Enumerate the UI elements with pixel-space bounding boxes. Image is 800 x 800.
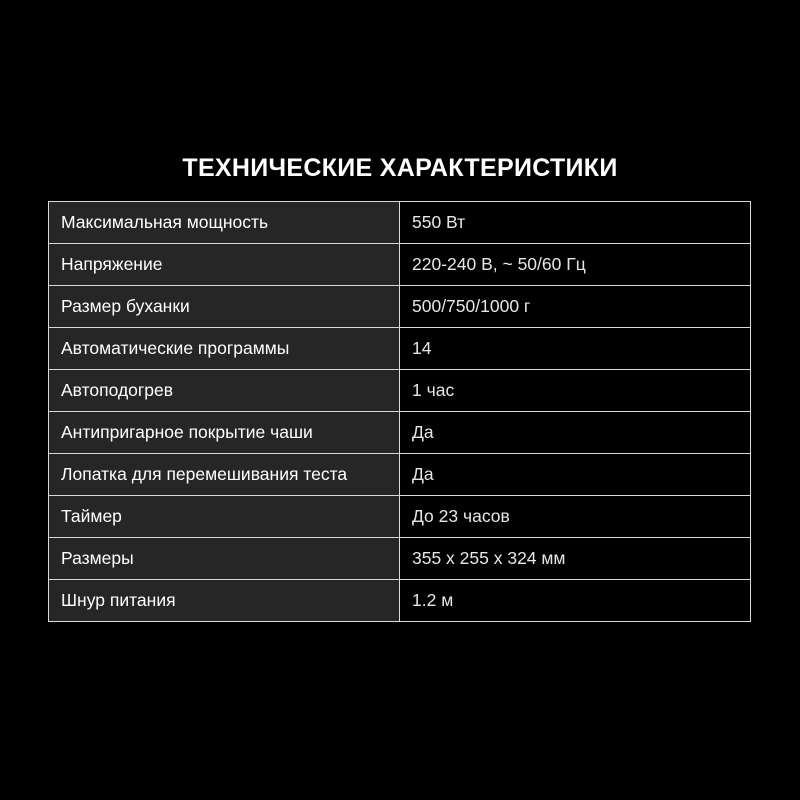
spec-value: Да [400, 412, 751, 454]
spec-name: Размер буханки [49, 286, 400, 328]
spec-value: 1 час [400, 370, 751, 412]
table-row [49, 580, 751, 622]
spec-name: Автоподогрев [49, 370, 400, 412]
spec-value: 1.2 м [400, 580, 751, 622]
spec-name: Шнур питания [49, 580, 400, 622]
spec-name: Таймер [49, 496, 400, 538]
spec-name: Размеры [49, 538, 400, 580]
spec-name: Антипригарное покрытие чаши [49, 412, 400, 454]
spec-value: 220-240 В, ~ 50/60 Гц [400, 244, 751, 286]
table-row [49, 328, 751, 370]
spec-name: Напряжение [49, 244, 400, 286]
spec-value: 14 [400, 328, 751, 370]
table-row [49, 538, 751, 580]
table-row [49, 286, 751, 328]
table-row [49, 496, 751, 538]
table-row [49, 202, 751, 244]
specs-table [48, 201, 751, 622]
table-row [49, 412, 751, 454]
table-row [49, 454, 751, 496]
table-row [49, 244, 751, 286]
spec-value: До 23 часов [400, 496, 751, 538]
table-row [49, 370, 751, 412]
spec-value: 355 х 255 х 324 мм [400, 538, 751, 580]
page-title: ТЕХНИЧЕСКИЕ ХАРАКТЕРИСТИКИ [182, 154, 618, 182]
spec-name: Автоматические программы [49, 328, 400, 370]
spec-name: Максимальная мощность [49, 202, 400, 244]
spec-value: 500/750/1000 г [400, 286, 751, 328]
spec-value: Да [400, 454, 751, 496]
spec-name: Лопатка для перемешивания теста [49, 454, 400, 496]
spec-value: 550 Вт [400, 202, 751, 244]
